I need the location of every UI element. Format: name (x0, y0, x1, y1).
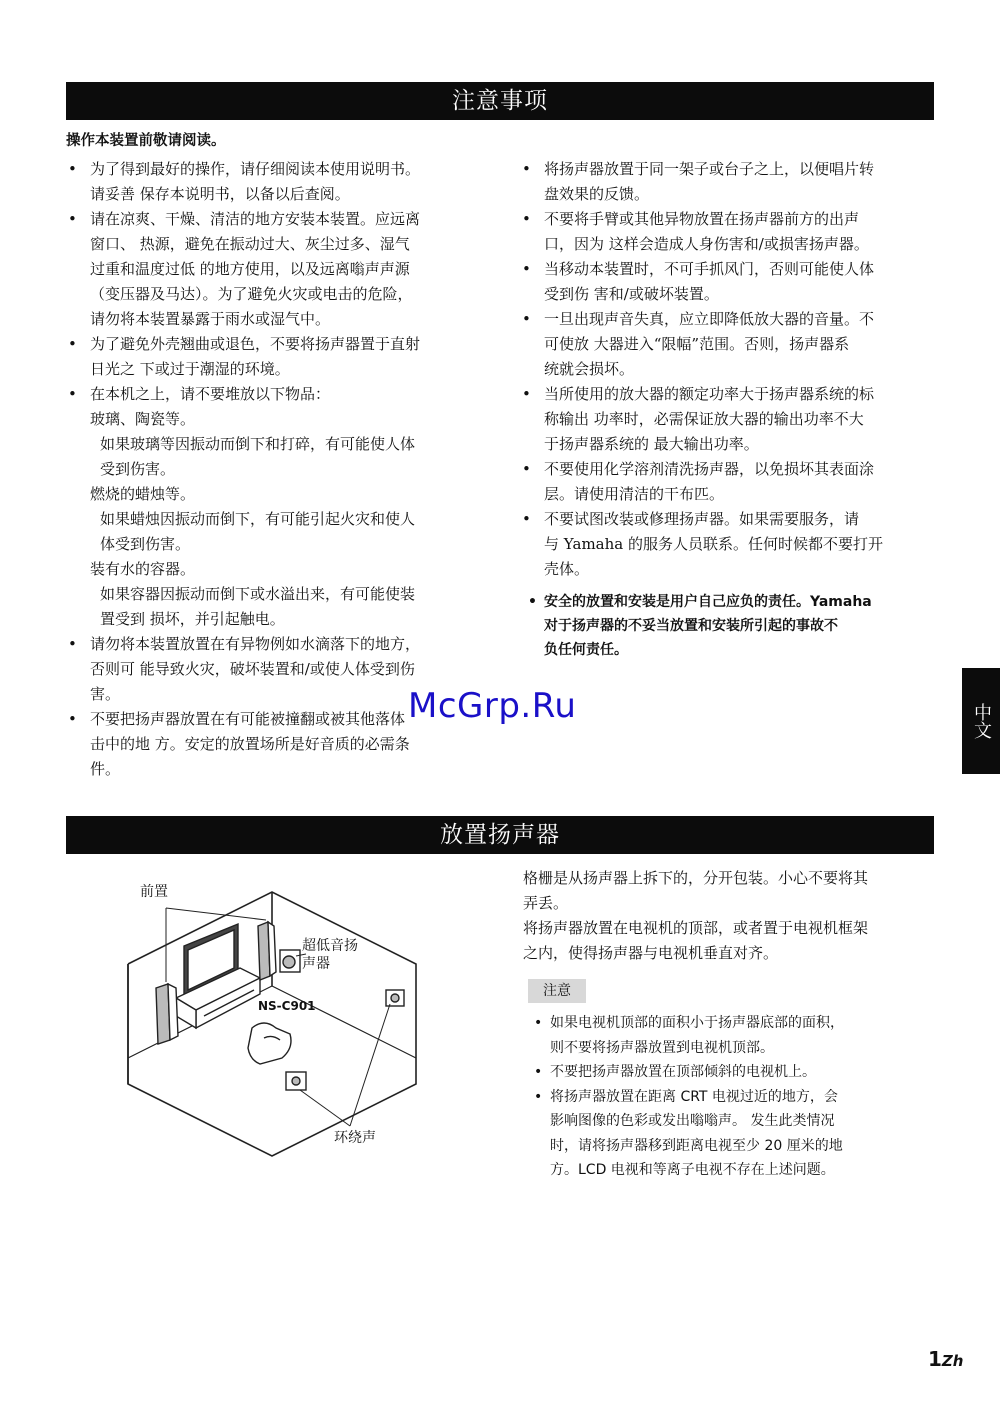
page-number: 1Zh (928, 1347, 964, 1371)
list-item: • 不要试图改装或修理扬声器。如果需要服务，请 与 Yamaha 的服务人员联系。任何时候都不要打开 壳体。 (520, 507, 932, 582)
sub-desc-glass: 如果玻璃等因振动而倒下和打碎，有可能使人体 受到伤害。 (100, 435, 416, 478)
sub-desc-water: 如果容器因振动而倒下或水溢出来，有可能使装 置受到 损坏，并引起触电。 (100, 585, 416, 628)
notes-list (528, 1011, 938, 1183)
intro-text: 操作本装置前敬请阅读。 (66, 133, 226, 149)
label-surround: 环绕声 (334, 1130, 376, 1146)
speaker-placement-diagram (120, 868, 430, 1168)
section-title-precautions: 注意事项 (66, 82, 934, 120)
note-label: 注意 (528, 979, 586, 1003)
precautions-right-column (520, 157, 932, 662)
sub-desc-candle: 如果蜡烛因振动而倒下，有可能引起火灾和使人 体受到伤害。 (100, 510, 416, 553)
list-item: • 不要将手臂或其他异物放置在扬声器前方的出声 口，因为 这样会造成人身伤害和/或损害扬声器。 (520, 207, 932, 257)
sub-item-candle: 燃烧的蜡烛等。 (90, 485, 196, 503)
list-item: • 不要把扬声器放置在顶部倾斜的电视机上。 (528, 1060, 938, 1085)
list-item: • 当移动本装置时，不可手抓风门，否则可能使人体 受到伤 害和/或破坏装置。 (520, 257, 932, 307)
section-title-placement: 放置扬声器 (66, 816, 934, 854)
label-subwoofer-line2: 声器 (302, 956, 330, 972)
sub-item-glass: 玻璃、陶瓷等。 (90, 410, 196, 428)
placement-text: 格栅是从扬声器上拆下的，分开包装。小心不要将其 弄丢。 将扬声器放置在电视机的顶部，或者置于电视机框架 之内，使得扬声器与电视机垂直对齐。 (523, 869, 869, 962)
label-center: NS-C901 (258, 999, 316, 1013)
list-item: • 将扬声器放置在距离 CRT 电视过近的地方，会 影响图像的色彩或发出嗡嗡声。 发生此类情况 时，请将扬声器移到距离电视至少 20 厘米的地 方。LCD 电视和等离子电视不存在上述问题。 (528, 1085, 938, 1183)
sub-item-water: 装有水的容器。 (90, 560, 196, 578)
list-item: • 为了避免外壳翘曲或退色，不要将扬声器置于直射 日光之 下或过于潮湿的环境。 (66, 332, 476, 382)
label-front: 前置 (140, 884, 168, 900)
list-item: • 如果电视机顶部的面积小于扬声器底部的面积， 则不要将扬声器放置到电视机顶部。 (528, 1011, 938, 1060)
list-item: • 不要把扬声器放置在有可能被撞翻或被其他落体 击中的地 方。安定的放置场所是好音质的必需条 件。 (66, 707, 476, 782)
list-item: • 在本机之上，请不要堆放以下物品： (66, 382, 476, 407)
responsibility-note: • 安全的放置和安装是用户自己应负的责任。Yamaha 对于扬声器的不妥当放置和安装所引起的事故不 负任何责任。 (520, 590, 932, 662)
watermark: McGrp.Ru (408, 686, 577, 726)
list-item: • 一旦出现声音失真，应立即降低放大器的音量。不 可使放 大器进入“限幅”范围。否则，扬声器系 统就会损坏。 (520, 307, 932, 382)
list-item: • 当所使用的放大器的额定功率大于扬声器系统的标 称输出 功率时，必需保证放大器的输出功率不大 于扬声器系统的 最大输出功率。 (520, 382, 932, 457)
label-subwoofer-line1: 超低音扬 (302, 938, 358, 954)
list-item: • 将扬声器放置于同一架子或台子之上，以便唱片转 盘效果的反馈。 (520, 157, 932, 207)
list-item: • 请在凉爽、干燥、清洁的地方安装本装置。应远离 窗口、 热源，避免在振动过大、灰尘过多、湿气 过重和温度过低 的地方使用，以及远离嗡声声源 （变压器及马达）。为了避免火灾或电击的危险， 请勿将本装置暴露于雨水或湿气中。 (66, 207, 476, 332)
language-tab: 中文 (962, 668, 1000, 774)
list-item: • 请勿将本装置放置在有异物例如水滴落下的地方， 否则可 能导致火灾，破坏装置和/或使人体受到伤 害。 (66, 632, 476, 707)
list-item: • 为了得到最好的操作，请仔细阅读本使用说明书。 请妥善 保存本说明书，以备以后查阅。 (66, 157, 476, 207)
list-item: • 不要使用化学溶剂清洗扬声器，以免损坏其表面涂 层。请使用清洁的干布匹。 (520, 457, 932, 507)
